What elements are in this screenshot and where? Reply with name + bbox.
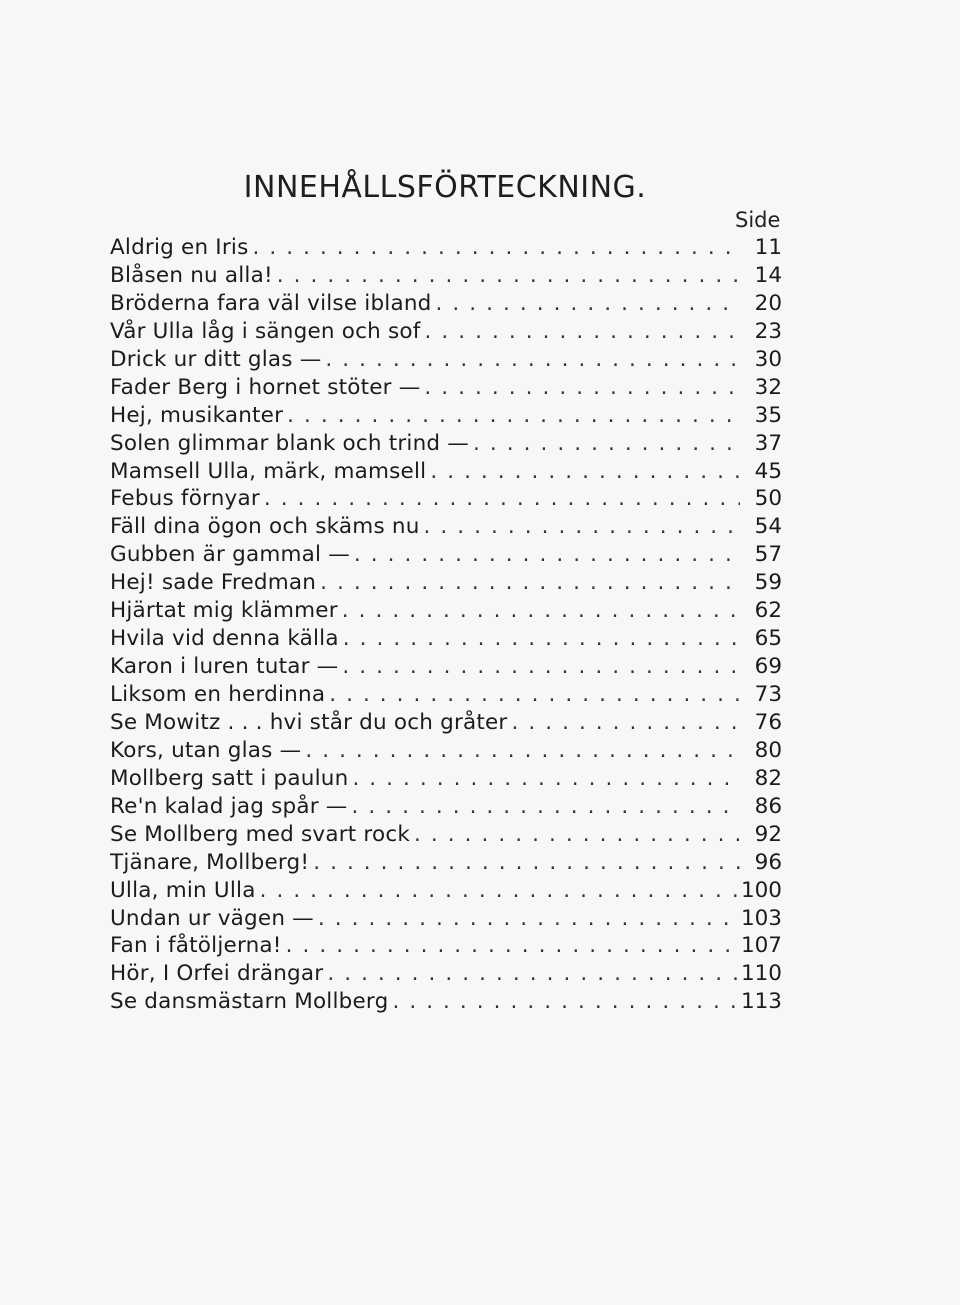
toc-entry-page-number: 73 xyxy=(754,682,782,707)
toc-entry xyxy=(110,569,782,597)
toc-entry-title: Undan ur vägen — xyxy=(110,905,314,931)
toc-entry xyxy=(110,905,782,933)
dot-leader xyxy=(352,765,740,793)
toc-entry xyxy=(110,374,782,402)
dot-leader xyxy=(313,849,740,877)
dot-leader xyxy=(327,960,737,988)
toc-entry-page-number: 30 xyxy=(754,346,782,372)
dot-leader xyxy=(436,290,740,318)
toc-entry-page-number: 69 xyxy=(754,654,782,680)
toc-entry-page-number: 57 xyxy=(754,542,782,568)
toc-entry-title: Gubben är gammal — xyxy=(110,542,350,568)
toc-entry-title: Hvila vid denna källa xyxy=(110,626,339,652)
toc-entry-page-number: 96 xyxy=(754,849,782,875)
toc-entry-page-number: 45 xyxy=(754,458,782,484)
dot-leader xyxy=(305,737,740,765)
toc-entry-title: Hjärtat mig klämmer xyxy=(110,598,338,624)
dot-leader xyxy=(287,402,740,430)
toc-entry-page-number: 110 xyxy=(740,961,782,987)
toc-entry xyxy=(110,290,782,318)
page-title: INNEHÅLLSFÖRTECKNING. xyxy=(243,170,647,205)
toc-entry-page-number: 62 xyxy=(754,598,782,624)
toc-entry-page-number: 11 xyxy=(754,235,782,260)
toc-entry-page-number: 32 xyxy=(754,374,782,400)
toc-entry-title: Se Mowitz . . . hvi står du och gråter xyxy=(110,709,508,735)
toc-entry-title: Drick ur ditt glas — xyxy=(110,346,322,372)
dot-leader xyxy=(354,541,740,569)
toc-entry xyxy=(110,709,782,737)
toc-entry xyxy=(110,793,782,821)
toc-entry xyxy=(110,737,782,765)
dot-leader xyxy=(511,709,740,737)
toc-entry-page-number: 100 xyxy=(740,877,782,903)
toc-entry-title: Vår Ulla låg i sängen och sof xyxy=(110,318,421,344)
page-column-label: Side xyxy=(735,208,781,232)
toc-entry-title: Aldrig en Iris xyxy=(110,235,249,260)
dot-leader xyxy=(342,653,740,681)
dot-leader xyxy=(351,793,740,821)
dot-leader xyxy=(424,513,740,541)
toc-entry xyxy=(110,458,782,486)
toc-entry xyxy=(110,681,782,709)
dot-leader xyxy=(430,458,740,486)
toc-entry-title: Blåsen nu alla! xyxy=(110,262,273,288)
toc-entry-page-number: 103 xyxy=(740,905,782,931)
toc-entry-title: Hör, I Orfei drängar xyxy=(110,961,324,987)
toc-entry-title: Hej, musikanter xyxy=(110,402,284,428)
toc-entry-page-number: 14 xyxy=(754,262,782,288)
toc-entry xyxy=(110,262,782,290)
dot-leader xyxy=(343,625,740,653)
dot-leader xyxy=(260,877,737,905)
toc-entry xyxy=(110,318,782,346)
dot-leader xyxy=(318,905,737,933)
toc-entry xyxy=(110,346,782,374)
toc-entry-title: Mollberg satt i paulun xyxy=(110,765,349,791)
toc-entry xyxy=(110,653,782,681)
dot-leader xyxy=(473,430,740,458)
toc-entry-title: Tjänare, Mollberg! xyxy=(110,849,310,875)
dot-leader xyxy=(252,234,740,262)
table-of-contents xyxy=(110,234,782,1016)
toc-entry-page-number: 35 xyxy=(754,402,782,428)
dot-leader xyxy=(342,597,740,625)
toc-entry-page-number: 59 xyxy=(754,570,782,596)
toc-entry-title: Ulla, min Ulla xyxy=(110,877,256,903)
toc-entry-title: Hej! sade Fredman xyxy=(110,570,317,596)
toc-entry-page-number: 82 xyxy=(754,765,782,791)
toc-entry xyxy=(110,541,782,569)
dot-leader xyxy=(264,485,740,513)
toc-entry-title: Mamsell Ulla, märk, mamsell xyxy=(110,458,427,484)
toc-entry xyxy=(110,877,782,905)
toc-entry xyxy=(110,932,782,960)
toc-entry xyxy=(110,430,782,458)
toc-entry-title: Bröderna fara väl vilse ibland xyxy=(110,290,432,316)
toc-entry-page-number: 113 xyxy=(740,989,782,1015)
toc-entry-page-number: 92 xyxy=(754,821,782,847)
toc-entry-title: Karon i luren tutar — xyxy=(110,654,339,680)
dot-leader xyxy=(392,988,737,1016)
dot-leader xyxy=(286,932,737,960)
dot-leader xyxy=(424,374,740,402)
toc-entry xyxy=(110,485,782,513)
toc-entry xyxy=(110,988,782,1016)
toc-entry xyxy=(110,597,782,625)
dot-leader xyxy=(414,821,740,849)
toc-entry xyxy=(110,402,782,430)
dot-leader xyxy=(425,318,740,346)
toc-entry-page-number: 65 xyxy=(754,626,782,652)
toc-entry-title: Solen glimmar blank och trind — xyxy=(110,430,469,456)
toc-entry-page-number: 23 xyxy=(754,318,782,344)
toc-entry-page-number: 107 xyxy=(740,933,782,959)
toc-entry-title: Fäll dina ögon och skäms nu xyxy=(110,514,420,540)
toc-entry-title: Se dansmästarn Mollberg xyxy=(110,989,389,1015)
toc-entry-title: Liksom en herdinna xyxy=(110,682,326,707)
toc-entry-page-number: 20 xyxy=(754,290,782,316)
toc-entry-title: Febus förnyar xyxy=(110,486,260,512)
toc-entry-title: Re'n kalad jag spår — xyxy=(110,793,348,819)
toc-entry-page-number: 86 xyxy=(754,793,782,819)
toc-entry xyxy=(110,234,782,262)
toc-entry xyxy=(110,960,782,988)
dot-leader xyxy=(329,681,740,709)
toc-entry-page-number: 76 xyxy=(754,709,782,735)
toc-entry-title: Se Mollberg med svart rock xyxy=(110,821,411,847)
toc-entry xyxy=(110,513,782,541)
toc-entry-title: Kors, utan glas — xyxy=(110,737,302,763)
toc-entry-title: Fan i fåtöljerna! xyxy=(110,933,282,959)
toc-entry xyxy=(110,765,782,793)
dot-leader xyxy=(325,346,740,374)
toc-entry-title: Fader Berg i hornet stöter — xyxy=(110,374,421,400)
toc-entry xyxy=(110,625,782,653)
toc-entry-page-number: 50 xyxy=(754,486,782,512)
toc-entry-page-number: 54 xyxy=(754,514,782,540)
dot-leader xyxy=(320,569,740,597)
dot-leader xyxy=(277,262,740,290)
toc-entry-page-number: 37 xyxy=(754,430,782,456)
toc-entry xyxy=(110,821,782,849)
toc-entry-page-number: 80 xyxy=(754,737,782,763)
toc-entry xyxy=(110,849,782,877)
